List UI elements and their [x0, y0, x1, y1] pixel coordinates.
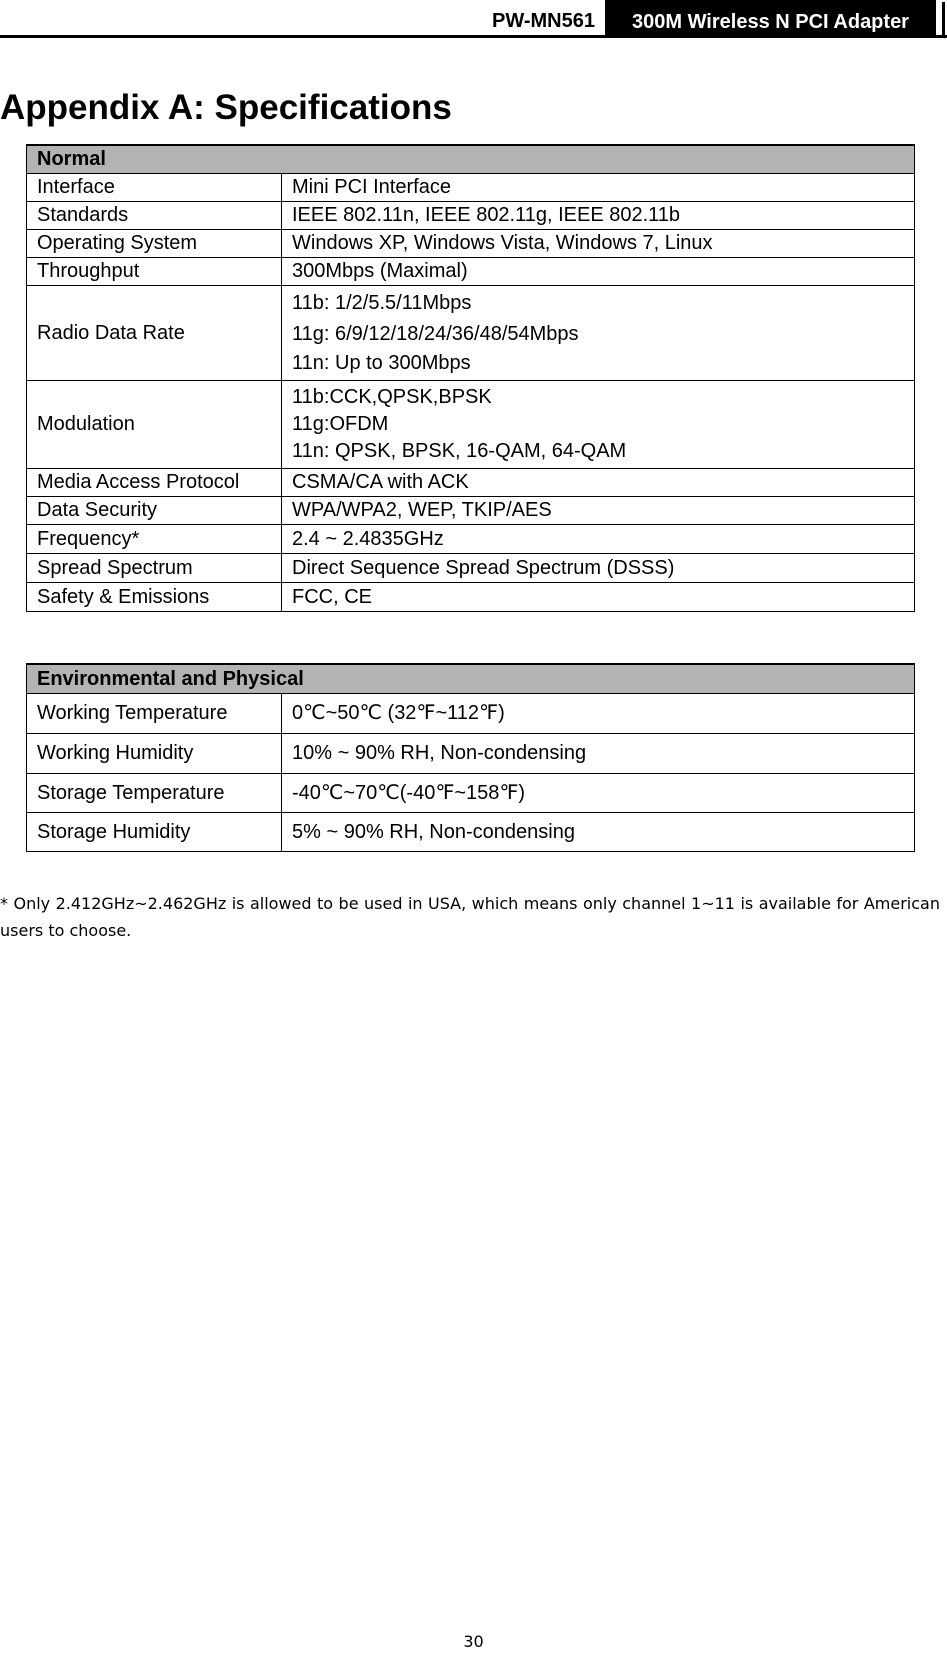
- header-divider: [942, 2, 945, 35]
- spec-value: 5% ~ 90% RH, Non-condensing: [282, 812, 915, 851]
- section-heading-environmental: Environmental and Physical: [27, 664, 915, 693]
- spec-label: Modulation: [27, 380, 282, 468]
- environmental-spec-table: [26, 663, 915, 852]
- table-row: [27, 733, 915, 773]
- header-product: 300M Wireless N PCI Adapter: [605, 0, 936, 35]
- spec-value-line: 11g:OFDM: [292, 412, 389, 435]
- spec-value: [282, 380, 915, 468]
- section-heading-normal: Normal: [27, 145, 915, 173]
- spec-value: FCC, CE: [282, 582, 915, 611]
- spec-label: Radio Data Rate: [27, 285, 282, 380]
- table-row: [27, 582, 915, 611]
- table-row: [27, 496, 915, 524]
- spec-value: [282, 285, 915, 380]
- spec-value: 10% ~ 90% RH, Non-condensing: [282, 733, 915, 773]
- page-header: [0, 0, 947, 38]
- spec-label: Operating System: [27, 229, 282, 257]
- spec-label: Standards: [27, 201, 282, 229]
- table-row: [27, 285, 915, 380]
- spec-label: Frequency*: [27, 524, 282, 553]
- table-row: [27, 693, 915, 733]
- table-row: [27, 229, 915, 257]
- table-row: [27, 812, 915, 851]
- spec-label: Working Humidity: [27, 733, 282, 773]
- table-row: [27, 553, 915, 582]
- page-number: 30: [463, 1632, 484, 1651]
- table-row: [27, 773, 915, 812]
- page-title: Appendix A: Specifications: [0, 88, 452, 127]
- table-row: [27, 524, 915, 553]
- spec-value: WPA/WPA2, WEP, TKIP/AES: [282, 496, 915, 524]
- spec-label: Interface: [27, 173, 282, 201]
- spec-label: Media Access Protocol: [27, 468, 282, 496]
- spec-label: Safety & Emissions: [27, 582, 282, 611]
- spec-value-line: 11g: 6/9/12/18/24/36/48/54Mbps: [292, 323, 579, 345]
- spec-label: Spread Spectrum: [27, 553, 282, 582]
- spec-value: 0℃~50℃ (32℉~112℉): [282, 693, 915, 733]
- spec-value-line: 11b:CCK,QPSK,BPSK: [292, 385, 492, 408]
- spec-value: Direct Sequence Spread Spectrum (DSSS): [282, 553, 915, 582]
- spec-value: CSMA/CA with ACK: [282, 468, 915, 496]
- spec-label: Data Security: [27, 496, 282, 524]
- spec-value-line: 11b: 1/2/5.5/11Mbps: [292, 292, 472, 314]
- table-row: [27, 173, 915, 201]
- table-row: [27, 468, 915, 496]
- spec-value-line: 11n: Up to 300Mbps: [292, 352, 471, 374]
- table-row: [27, 201, 915, 229]
- spec-value: IEEE 802.11n, IEEE 802.11g, IEEE 802.11b: [282, 201, 915, 229]
- spec-value: Mini PCI Interface: [282, 173, 915, 201]
- spec-value: Windows XP, Windows Vista, Windows 7, Linux: [282, 229, 915, 257]
- spec-value: -40℃~70℃(-40℉~158℉): [282, 773, 915, 812]
- footnote: * Only 2.412GHz~2.462GHz is allowed to be used in USA, which means only channel 1~11 is available for American users to choose.: [0, 894, 940, 940]
- spec-value: 2.4 ~ 2.4835GHz: [282, 524, 915, 553]
- spec-value-line: 11n: QPSK, BPSK, 16-QAM, 64-QAM: [292, 439, 627, 462]
- spec-value: 300Mbps (Maximal): [282, 257, 915, 285]
- table-row: [27, 257, 915, 285]
- spec-label: Storage Temperature: [27, 773, 282, 812]
- header-model: PW-MN561: [492, 10, 595, 32]
- spec-label: Throughput: [27, 257, 282, 285]
- spec-label: Storage Humidity: [27, 812, 282, 851]
- table-row: [27, 380, 915, 468]
- normal-spec-table: [26, 144, 915, 612]
- spec-label: Working Temperature: [27, 693, 282, 733]
